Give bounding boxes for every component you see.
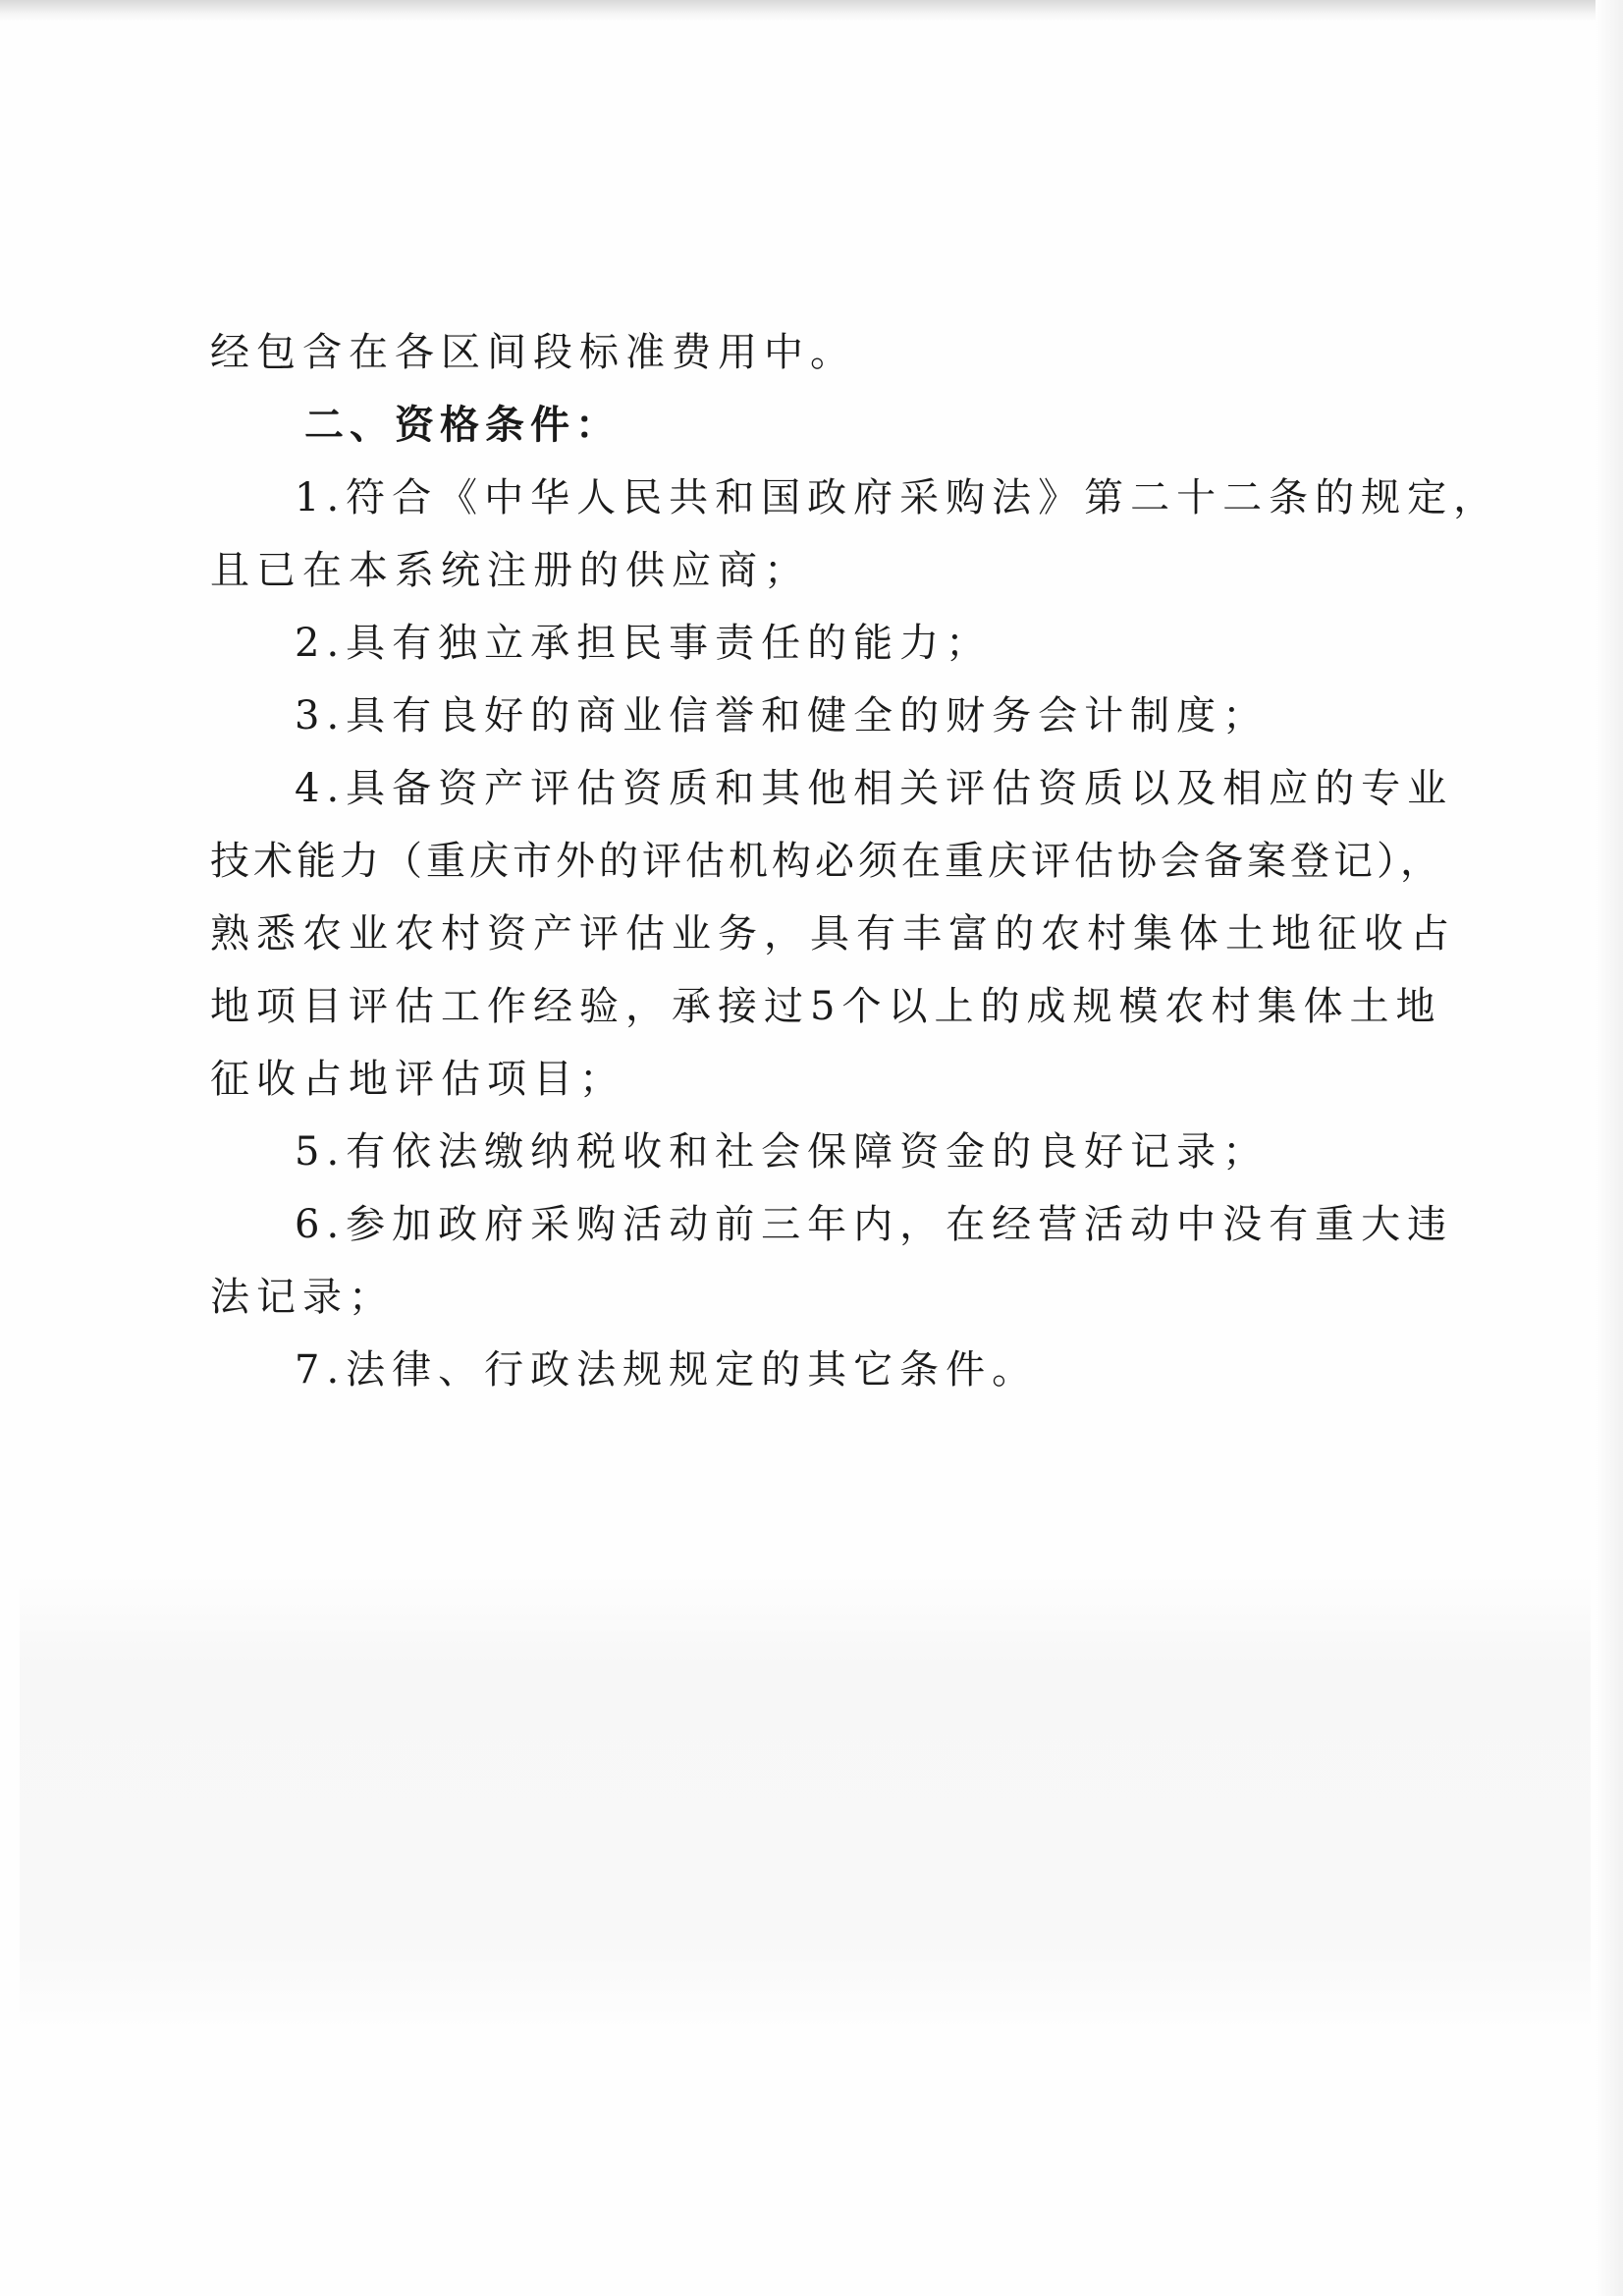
show-through-area	[20, 1571, 1591, 2033]
item-6	[210, 1188, 1454, 1334]
item-1-line-2: 且已在本系统注册的供应商；	[210, 548, 810, 593]
item-4	[210, 752, 1456, 1116]
item-4-line-5: 征收占地评估项目；	[210, 1057, 625, 1102]
item-3: 3.具有良好的商业信誉和健全的财务会计制度；	[295, 693, 1270, 738]
item-2: 2.具有独立承担民事责任的能力；	[295, 621, 993, 666]
item-6-line-2: 法记录；	[210, 1275, 395, 1320]
scan-top-edge	[0, 0, 1623, 22]
item-1-line-1: 1.符合《中华人民共和国政府采购法》第二十二条的规定，	[295, 475, 1500, 520]
item-6-line-1: 6.参加政府采购活动前三年内，在经营活动中没有重大违	[295, 1202, 1454, 1247]
intro-tail-line: 经包含在各区间段标准费用中。	[210, 330, 856, 375]
item-4-line-2: 技术能力（重庆市外的评估机构必须在重庆评估协会备案登记），	[210, 839, 1443, 884]
scan-right-edge	[1596, 0, 1623, 2296]
item-7: 7.法律、行政法规规定的其它条件。	[295, 1347, 1039, 1393]
item-5: 5.有依法缴纳税收和社会保障资金的良好记录；	[295, 1129, 1270, 1175]
section-heading: 二、资格条件：	[304, 402, 621, 448]
item-4-line-4: 地项目评估工作经验，承接过5个以上的成规模农村集体土地	[210, 984, 1442, 1029]
document-body	[210, 316, 1500, 1406]
item-1	[210, 462, 1500, 607]
item-4-line-1: 4.具备资产评估资质和其他相关评估资质以及相应的专业	[295, 766, 1454, 811]
item-4-line-3: 熟悉农业农村资产评估业务，具有丰富的农村集体土地征收占	[210, 911, 1456, 957]
